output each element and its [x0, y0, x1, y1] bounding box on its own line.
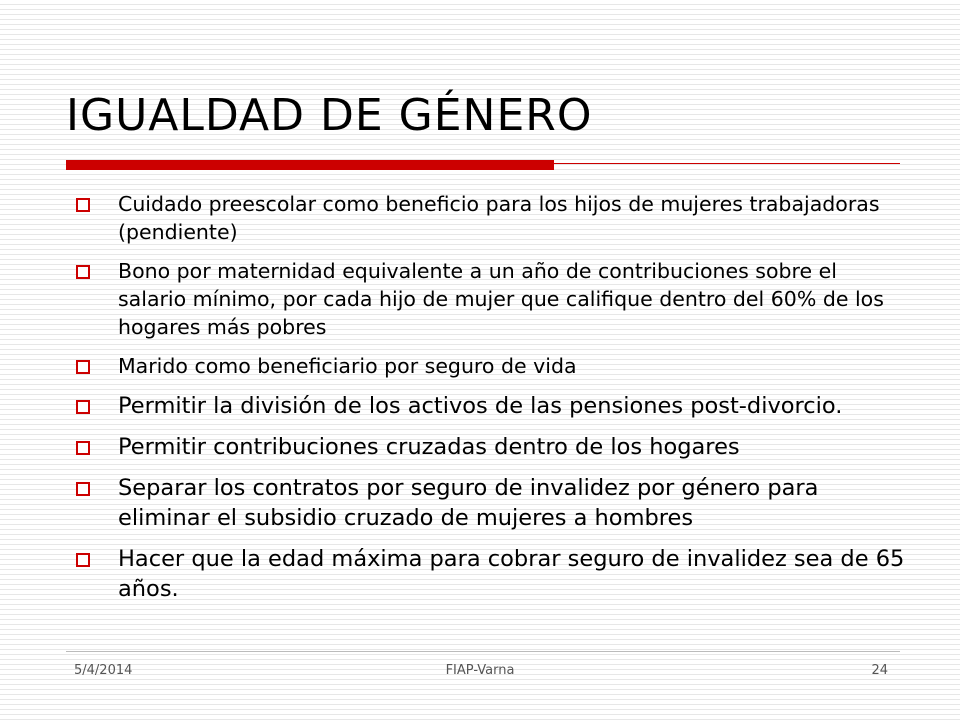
square-bullet-icon [76, 265, 90, 279]
square-bullet-icon [76, 360, 90, 374]
bullet-item [74, 544, 910, 604]
square-bullet-icon [76, 482, 90, 496]
square-bullet-icon [76, 553, 90, 567]
bullet-text: Bono por maternidad equivalente a un año de contribuciones sobre el salario mínimo, por cada hijo de mujer que califique dentro del 60% de los hogares más pobres [118, 259, 884, 339]
bullet-item [74, 352, 910, 380]
bullet-text: Permitir contribuciones cruzadas dentro de los hogares [118, 434, 740, 460]
square-bullet-icon [76, 400, 90, 414]
footer-title: FIAP-Varna [445, 663, 515, 678]
bullet-item [74, 391, 910, 421]
square-bullet-icon [76, 441, 90, 455]
square-bullet-icon [76, 198, 90, 212]
bullet-text: Cuidado preescolar como beneficio para los hijos de mujeres trabajadoras (pendiente) [118, 192, 880, 244]
footer-divider [66, 651, 900, 652]
bullet-item [74, 190, 910, 246]
bullet-text: Separar los contratos por seguro de invalidez por género para eliminar el subsidio cruzado de mujeres a hombres [118, 475, 819, 531]
bullet-item [74, 432, 910, 462]
slide-title: IGUALDAD DE GÉNERO [66, 90, 593, 141]
bullet-text: Marido como beneficiario por seguro de vida [118, 354, 577, 378]
bullet-list [74, 190, 910, 615]
bullet-text: Permitir la división de los activos de las pensiones post-divorcio. [118, 393, 843, 419]
page-number: 24 [871, 663, 888, 678]
footer-date: 5/4/2014 [74, 663, 133, 678]
bullet-item [74, 473, 910, 533]
bullet-text: Hacer que la edad máxima para cobrar seguro de invalidez sea de 65 años. [118, 546, 905, 602]
bullet-item [74, 257, 910, 341]
title-underline-accent [66, 160, 554, 170]
